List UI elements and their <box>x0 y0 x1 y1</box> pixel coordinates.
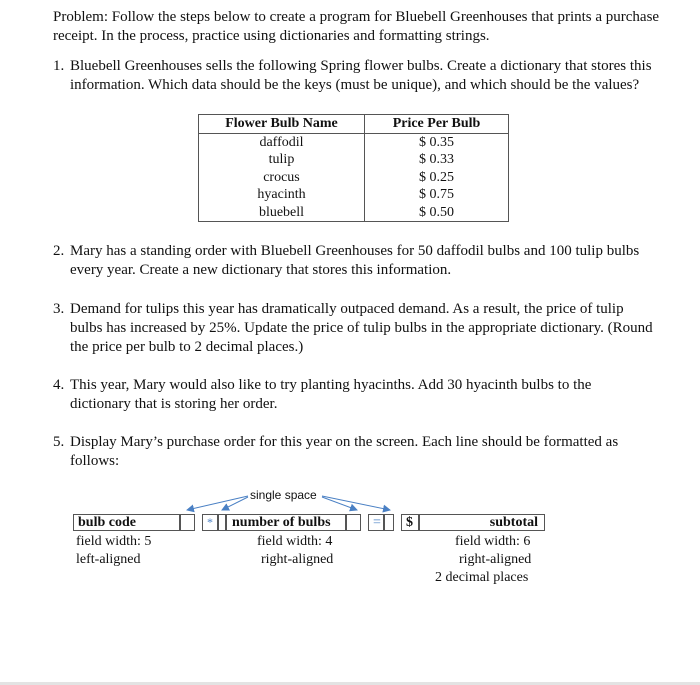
number-of-bulbs-box <box>226 514 346 531</box>
bulb-price-cell: $ 0.33 <box>365 151 509 169</box>
question-text: Bluebell Greenhouses sells the following Spring flower bulbs. Create a dictionary that stores this information. Which data should be the keys (must be unique), and which should be the values? <box>70 58 652 93</box>
space-box <box>346 514 361 531</box>
bulb-code-width: field width: 5 <box>76 534 152 549</box>
problem-intro: Problem: Follow the steps below to create a program for Bluebell Greenhouses that prints a purchase receipt. In the process, practice using dictionaries and formatting strings. <box>53 9 660 44</box>
equals-box <box>368 514 384 531</box>
subtotal-width: field width: 6 <box>455 534 531 549</box>
subtotal-box <box>419 514 545 531</box>
bulb-name-cell: tulip <box>199 151 365 169</box>
equals-sign: = <box>373 515 381 530</box>
space-box <box>180 514 195 531</box>
header-flower-bulb-name: Flower Bulb Name <box>199 115 365 134</box>
bulb-price-cell: $ 0.35 <box>365 133 509 151</box>
question-text: Mary has a standing order with Bluebell Greenhouses for 50 daffodil bulbs and 100 tulip bulbs every year. Create a new dictionary that stores this information. <box>70 243 640 278</box>
single-space-note: single space <box>250 488 317 502</box>
subtotal-decimals: 2 decimal places <box>435 570 529 585</box>
dollar-box <box>401 514 419 531</box>
arrow-to-gap-1 <box>187 496 248 510</box>
question-number: 1. <box>53 58 65 74</box>
subtotal-label: subtotal <box>489 515 538 530</box>
space-box <box>218 514 226 531</box>
space-box <box>384 514 394 531</box>
arrow-to-gap-4 <box>322 496 390 510</box>
bulb-name-cell: hyacinth <box>199 186 365 204</box>
arrow-to-gap-3 <box>322 497 357 510</box>
question-number: 3. <box>53 301 65 317</box>
header-price-per-bulb: Price Per Bulb <box>365 115 509 134</box>
bulb-price-cell: $ 0.50 <box>365 204 509 222</box>
question-number: 5. <box>53 434 65 450</box>
question-text: This year, Mary would also like to try planting hyacinths. Add 30 hyacinth bulbs to the dictionary that is storing her order. <box>70 377 592 412</box>
question-text: Demand for tulips this year has dramatically outpaced demand. As a result, the price of tulip bulbs has increased by 25%. Update the price of tulip bulbs in the appropriate dictionary. (Round the price per bulb to 2 decimal places.) <box>70 301 653 355</box>
question-text: Display Mary’s purchase order for this year on the screen. Each line should be formatted as follows: <box>70 434 619 469</box>
multiply-box <box>202 514 218 531</box>
bulb-code-align: left-aligned <box>76 552 141 567</box>
bulb-price-cell: $ 0.25 <box>365 169 509 187</box>
bulb-name-cell: crocus <box>199 169 365 187</box>
bulb-name-cell: bluebell <box>199 204 365 222</box>
subtotal-align: right-aligned <box>459 552 532 567</box>
number-of-bulbs-width: field width: 4 <box>257 534 333 549</box>
bulb-price-cell: $ 0.75 <box>365 186 509 204</box>
question-number: 4. <box>53 377 65 393</box>
bulb-code-box <box>73 514 180 531</box>
number-of-bulbs-label: number of bulbs <box>232 515 331 530</box>
bulb-code-label: bulb code <box>78 515 136 530</box>
multiply-sign: * <box>207 515 213 529</box>
bulb-name-cell: daffodil <box>199 133 365 151</box>
dollar-sign: $ <box>406 515 413 530</box>
number-of-bulbs-align: right-aligned <box>261 552 334 567</box>
question-number: 2. <box>53 243 65 259</box>
